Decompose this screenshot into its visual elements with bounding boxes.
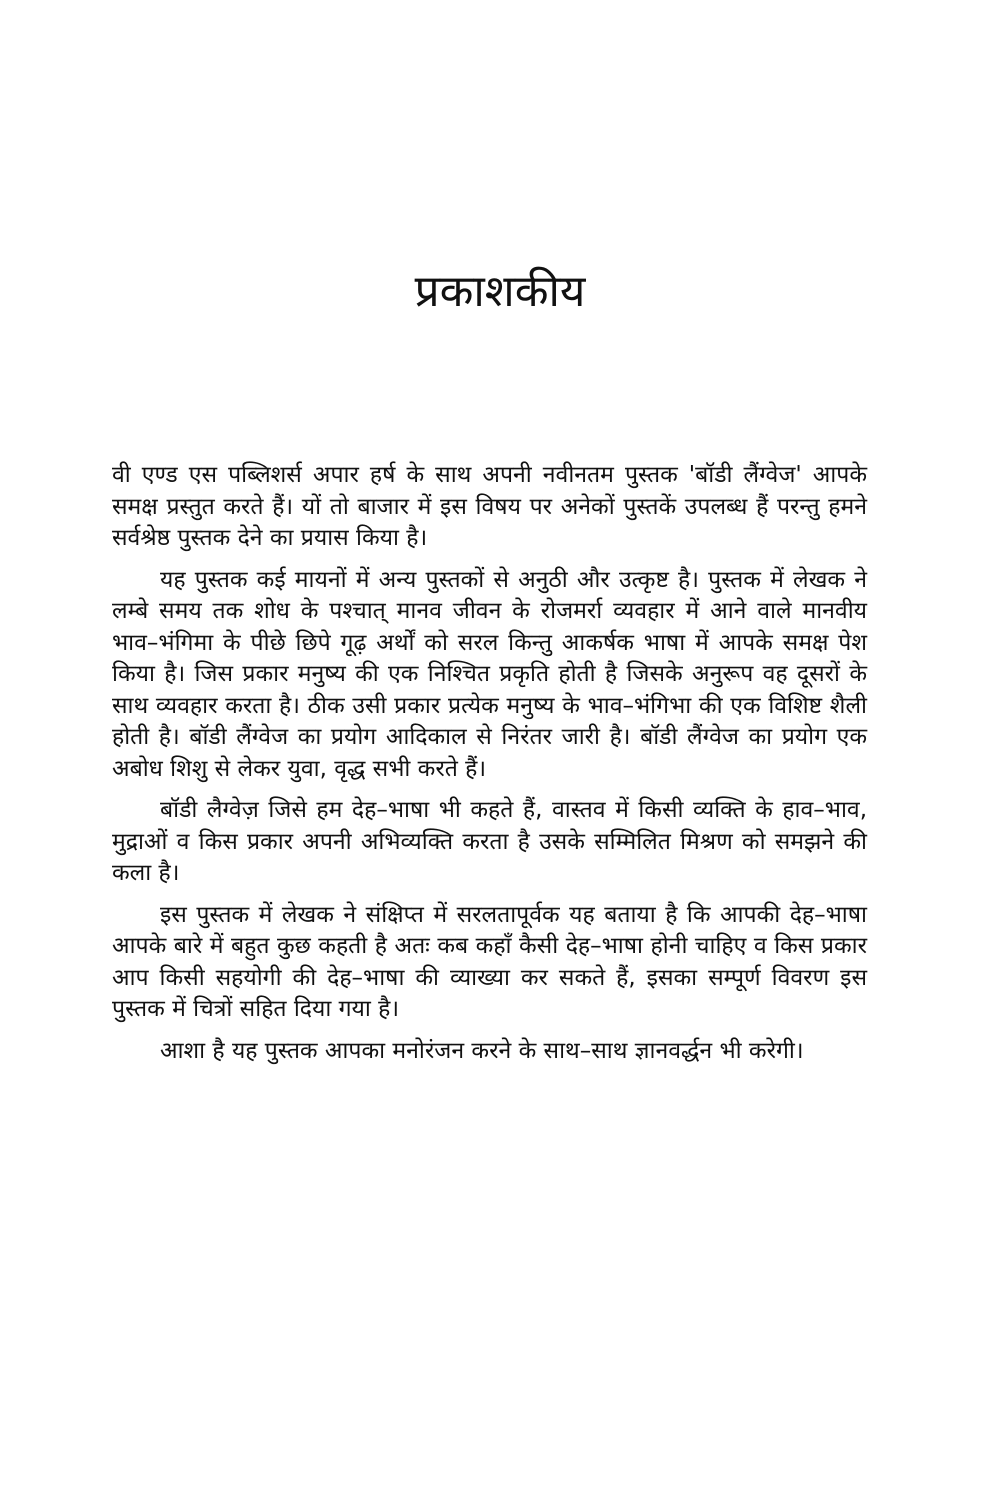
- paragraph-closing: आशा है यह पुस्तक आपका मनोरंजन करने के साथ–साथ ज्ञानवर्द्धन भी करेगी।: [160, 1037, 804, 1064]
- body-text: [112, 460, 867, 1077]
- page-title: प्रकाशकीय: [414, 266, 586, 317]
- paragraph-intro: वी एण्ड एस पब्लिशर्स अपार हर्ष के साथ अपनी नवीनतम पुस्तक 'बॉडी लैंग्वेज' आपके समक्ष प्रस्तुत करते हैं। यों तो बाजार में इस विषय पर अनेकों पुस्तकें उपलब्ध हैं परन्तु हमने सर्वश्रेष्ठ पुस्तक देने का प्रयास किया है।: [112, 462, 867, 551]
- paragraph-body-language-definition: बॉडी लैग्वेज़ जिसे हम देह–भाषा भी कहते हैं, वास्तव में किसी व्यक्ति के हाव–भाव, मुद्राओं व किस प्रकार अपनी अभिव्यक्ति करता है उसके सम्मिलित मिश्रण को समझने की कला है।: [112, 797, 867, 886]
- paragraph-book-uniqueness: यह पुस्तक कई मायनों में अन्य पुस्तकों से अनुठी और उत्कृष्ट है। पुस्तक में लेखक ने लम्बे समय तक शोध के पश्चात् मानव जीवन के रोजमर्रा व्यवहार में आने वाले मानवीय भाव–भंगिमा के पीछे छिपे गूढ़ अर्थों को सरल किन्तु आकर्षक भाषा में आपके समक्ष पेश किया है। जिस प्रकार मनुष्य की एक निश्चित प्रकृति होती है जिसके अनुरूप वह दूसरों के साथ व्यवहार करता है। ठीक उसी प्रकार प्रत्येक मनुष्य के भाव–भंगिभा की एक विशिष्ट शैली होती है। बॉडी लैंग्वेज का प्रयोग आदिकाल से निरंतर जारी है। बॉडी लैंग्वेज का प्रयोग एक अबोध शिशु से लेकर युवा, वृद्ध सभी करते हैं।: [112, 566, 867, 782]
- paragraph-book-contents: इस पुस्तक में लेखक ने संक्षिप्त में सरलतापूर्वक यह बताया है कि आपकी देह–भाषा आपके बारे में बहुत कुछ कहती है अतः कब कहाँ कैसी देह–भाषा होनी चाहिए व किस प्रकार आप किसी सहयोगी की देह–भाषा की व्याख्या कर सकते हैं, इसका सम्पूर्ण विवरण इस पुस्तक में चित्रों सहित दिया गया है।: [112, 901, 867, 1022]
